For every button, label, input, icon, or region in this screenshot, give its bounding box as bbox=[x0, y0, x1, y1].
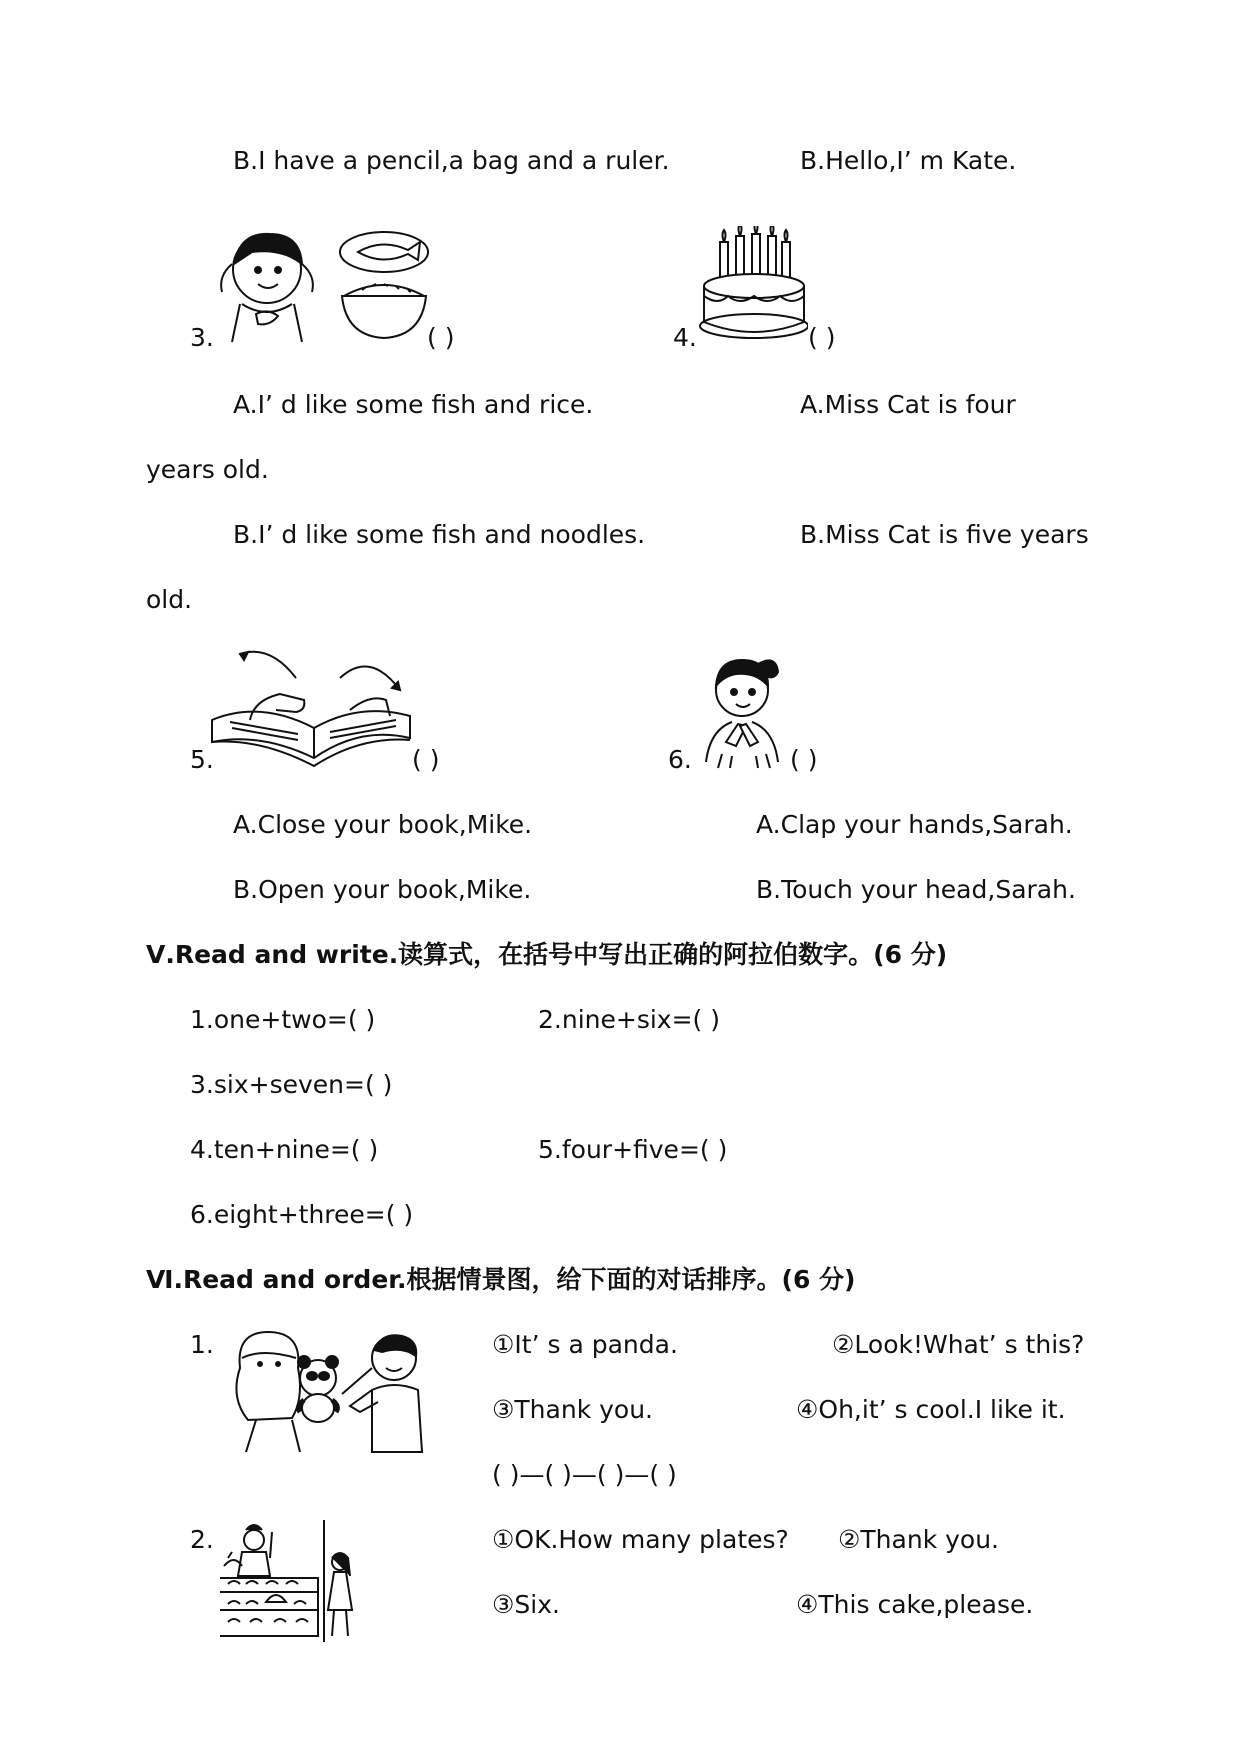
q6-number: 6. bbox=[668, 745, 692, 774]
q4-option-b: B.Miss Cat is five years bbox=[800, 520, 1089, 549]
dialogue-1-line-3: ③Thank you. bbox=[492, 1395, 653, 1424]
section-5-heading: Ⅴ.Read and write.读算式，在括号中写出正确的阿拉伯数字。(6 分) bbox=[146, 940, 948, 969]
q5-option-b: B.Open your book,Mike. bbox=[233, 875, 532, 904]
dialogue-1-line-4: ④Oh,it’ s cool.I like it. bbox=[796, 1395, 1066, 1424]
q4-option-a: A.Miss Cat is four bbox=[800, 390, 1016, 419]
q6-answer-blank[interactable]: ( ) bbox=[790, 745, 818, 774]
dialogue-1-line-1: ①It’ s a panda. bbox=[492, 1330, 678, 1359]
q5-option-a: A.Close your book,Mike. bbox=[233, 810, 533, 839]
q6-option-b: B.Touch your head,Sarah. bbox=[756, 875, 1076, 904]
q4-option-b-continued: old. bbox=[146, 585, 193, 614]
math-item-3[interactable]: 3.six+seven=( ) bbox=[190, 1070, 393, 1099]
dialogue-2-number: 2. bbox=[190, 1525, 214, 1554]
open-book-illustration bbox=[210, 650, 415, 770]
panda-gift-illustration bbox=[222, 1328, 437, 1453]
math-item-4[interactable]: 4.ten+nine=( ) bbox=[190, 1135, 379, 1164]
q2-right-option-b: B.Hello,I’ m Kate. bbox=[800, 146, 1017, 175]
q3-option-a: A.I’ d like some fish and rice. bbox=[233, 390, 594, 419]
math-item-6[interactable]: 6.eight+three=( ) bbox=[190, 1200, 414, 1229]
dialogue-2-line-2: ②Thank you. bbox=[838, 1525, 999, 1554]
dialogue-2-line-3: ③Six. bbox=[492, 1590, 560, 1619]
dialogue-1-number: 1. bbox=[190, 1330, 214, 1359]
q5-number: 5. bbox=[190, 745, 214, 774]
q3-answer-blank[interactable]: ( ) bbox=[427, 323, 455, 352]
q3-option-b: B.I’ d like some fish and noodles. bbox=[233, 520, 646, 549]
bakery-illustration bbox=[220, 1518, 360, 1643]
q2-option-b: B.I have a pencil,a bag and a ruler. bbox=[233, 146, 670, 175]
math-item-1[interactable]: 1.one+two=( ) bbox=[190, 1005, 376, 1034]
math-item-2[interactable]: 2.nine+six=( ) bbox=[538, 1005, 720, 1034]
q4-answer-blank[interactable]: ( ) bbox=[808, 323, 836, 352]
math-item-5[interactable]: 5.four+five=( ) bbox=[538, 1135, 728, 1164]
q6-option-a: A.Clap your hands,Sarah. bbox=[756, 810, 1073, 839]
girl-clapping-illustration bbox=[696, 650, 788, 770]
birthday-cake-illustration bbox=[698, 226, 808, 346]
q5-answer-blank[interactable]: ( ) bbox=[412, 745, 440, 774]
q3-number: 3. bbox=[190, 323, 214, 352]
q4-option-a-continued: years old. bbox=[146, 455, 269, 484]
dialogue-2-line-1: ①OK.How many plates? bbox=[492, 1525, 789, 1554]
q4-number: 4. bbox=[673, 323, 697, 352]
dialogue-2-line-4: ④This cake,please. bbox=[796, 1590, 1034, 1619]
dialogue-1-line-2: ②Look!What’ s this? bbox=[832, 1330, 1085, 1359]
dialogue-1-order-blanks[interactable]: ( )—( )—( )—( ) bbox=[492, 1460, 677, 1489]
section-6-heading: Ⅵ.Read and order.根据情景图，给下面的对话排序。(6 分) bbox=[146, 1265, 856, 1294]
girl-eating-illustration bbox=[212, 224, 442, 344]
